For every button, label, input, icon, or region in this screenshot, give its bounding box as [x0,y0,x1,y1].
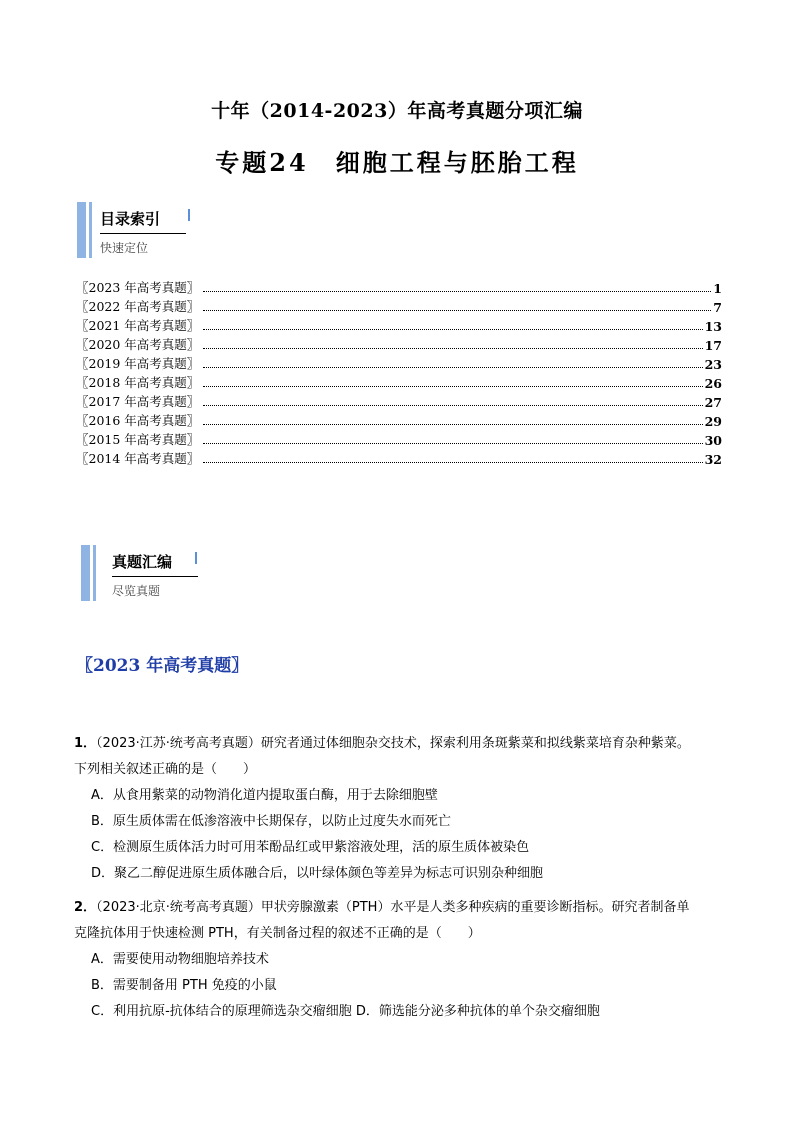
toc-item-page: 29 [704,414,722,429]
toc-item-label: 〖2020 年高考真题〗 [76,337,200,352]
section-bar-icon [81,545,90,601]
answer-option[interactable]: B．原生质体需在低渗溶液中长期保存，以防止过度失水而死亡 [91,814,451,829]
question [74,731,724,887]
toc-item-label: 〖2019 年高考真题〗 [76,356,200,371]
toc-item[interactable] [76,448,722,467]
toc-section-title: 目录索引 [100,210,161,228]
toc-item-page: 32 [704,452,722,467]
toc-item[interactable] [76,315,722,334]
answer-option[interactable]: A．需要使用动物细胞培养技术 [91,952,269,967]
toc-leader [203,329,702,330]
section-bar-thin-icon [89,202,92,258]
question-stem-continued: 克隆抗体用于快速检测 PTH，有关制备过程的叙述不正确的是（ ） [74,926,481,941]
toc-leader [203,405,702,406]
toc-item-label: 〖2017 年高考真题〗 [76,394,200,409]
document-title: 十年（2014-2023）年高考真题分项汇编 [211,100,583,122]
toc-item-page: 23 [704,357,722,372]
toc-section-subtitle: 快速定位 [100,241,149,255]
section-mark-icon [188,209,190,221]
section-mark-icon [195,552,197,564]
topic-title: 专题24 细胞工程与胚胎工程 [215,148,579,177]
toc-item[interactable] [76,296,722,315]
section-underline [112,576,198,577]
toc-item[interactable] [76,353,722,372]
questions-section-subtitle: 尽览真题 [112,584,161,598]
questions-section-header [81,545,211,601]
toc-item-label: 〖2022 年高考真题〗 [76,299,200,314]
toc-section-header [77,202,207,258]
toc-leader [203,386,702,387]
question [74,895,724,1025]
toc-leader [203,424,702,425]
toc-item-page: 30 [704,433,722,448]
toc-leader [203,310,711,311]
questions-section-title: 真题汇编 [112,553,173,571]
toc-item-page: 7 [713,300,722,315]
question-stem [74,895,724,921]
section-bar-thin-icon [93,545,96,601]
section-underline [100,233,186,234]
toc-item-page: 26 [704,376,722,391]
toc-item[interactable] [76,277,722,296]
question-stem [74,731,724,757]
toc-item-page: 13 [704,319,722,334]
toc-item[interactable] [76,372,722,391]
answer-option[interactable]: C．检测原生质体活力时可用苯酚品红或甲紫溶液处理，活的原生质体被染色 [91,840,530,855]
answer-option[interactable]: D．聚乙二醇促进原生质体融合后，以叶绿体颜色等差异为标志可识别杂种细胞 [91,866,544,881]
question-stem-text: （2023·江苏·统考高考真题）研究者通过体细胞杂交技术，探索利用条斑紫菜和拟线紫菜培育杂种紫菜。 [96,736,690,751]
toc-item-label: 〖2023 年高考真题〗 [76,280,200,295]
table-of-contents [76,277,722,467]
toc-leader [203,348,702,349]
toc-item[interactable] [76,334,722,353]
toc-item-label: 〖2021 年高考真题〗 [76,318,200,333]
toc-item-label: 〖2018 年高考真题〗 [76,375,200,390]
question-stem-continued: 下列相关叙述正确的是（ ） [74,762,257,777]
toc-item-label: 〖2014 年高考真题〗 [76,451,200,466]
question-number: 2． [74,900,97,915]
toc-item-page: 1 [713,281,722,296]
toc-item-label: 〖2015 年高考真题〗 [76,432,200,447]
year-heading: 〖2023 年高考真题〗 [76,656,249,676]
toc-leader [203,443,702,444]
toc-item[interactable] [76,391,722,410]
question-number: 1． [74,736,97,751]
toc-item[interactable] [76,429,722,448]
section-bar-icon [77,202,86,258]
toc-leader [203,291,711,292]
answer-option[interactable]: A．从食用紫菜的动物消化道内提取蛋白酶，用于去除细胞壁 [91,788,438,803]
question-stem-text: （2023·北京·统考高考真题）甲状旁腺激素（PTH）水平是人类多种疾病的重要诊断指标。研究者制备单 [96,900,690,915]
answer-option[interactable]: B．需要制备用 PTH 免疫的小鼠 [91,978,277,993]
toc-item-page: 17 [704,338,722,353]
answer-option[interactable]: C．利用抗原-抗体结合的原理筛选杂交瘤细胞 D．筛选能分泌多种抗体的单个杂交瘤细胞 [91,1004,600,1019]
toc-item[interactable] [76,410,722,429]
toc-item-label: 〖2016 年高考真题〗 [76,413,200,428]
toc-item-page: 27 [704,395,722,410]
toc-leader [203,462,702,463]
toc-leader [203,367,702,368]
